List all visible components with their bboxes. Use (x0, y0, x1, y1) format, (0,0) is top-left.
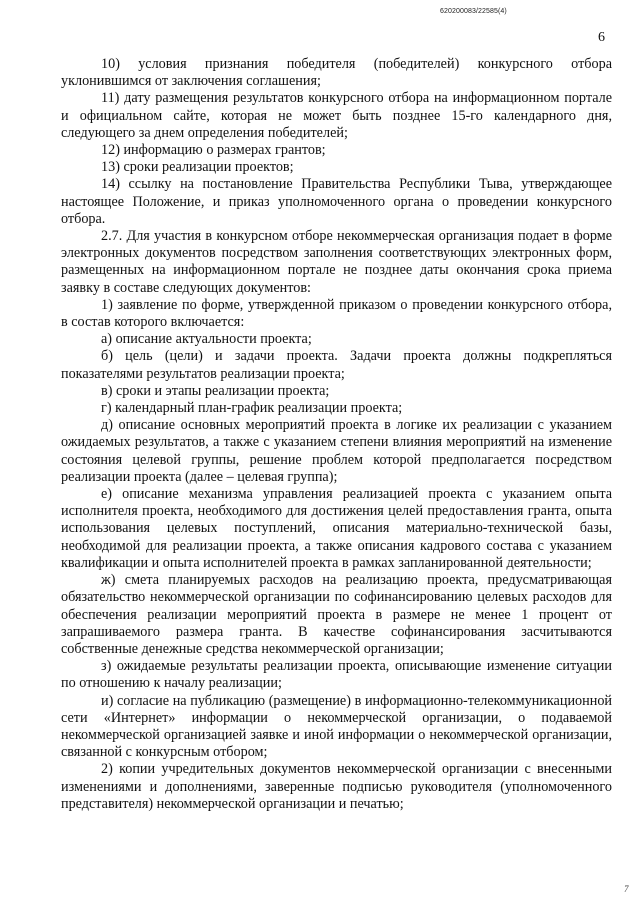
paragraph-item-10: 10) условия признания победителя (победителей) конкурсного отбора уклонившимся от заключения соглашения; (61, 56, 612, 90)
paragraph-item-13: 13) сроки реализации проектов; (101, 159, 294, 176)
paragraph-subitem-a: а) описание актуальности проекта; (101, 331, 312, 348)
paragraph-item-14: 14) ссылку на постановление Правительства Республики Тыва, утверждающее настоящее Положение, и приказ уполномоченного органа о проведении конкурсного отбора. (61, 176, 612, 227)
paragraph-subitem-e: е) описание механизма управления реализацией проекта с указанием опыта исполнителя проекта, необходимого для достижения целей предоставления гранта, опыта использования целевых поступлений, описания материально-технической базы, необходимой для реализации проекта, а также описания кадрового состава с указанием квалификации и опыта исполнителей проекта в рамках запланированной деятельности; (61, 486, 612, 571)
paragraph-section-2-7: 2.7. Для участия в конкурсном отборе некоммерческая организация подает в форме электронных документов посредством заполнения соответствующих электронных форм, размещенных на информационном портале не позднее даты окончания срока приема заявку в составе следующих документов: (61, 228, 612, 296)
paragraph-subitem-i: и) согласие на публикацию (размещение) в информационно-телекоммуникационной сети «Интернет» информации о некоммерческой организации, о подаваемой некоммерческой организацией заявке и иной информации о некоммерческой организации, связанной с конкурсным отбором; (61, 692, 612, 761)
paragraph-subitem-d: д) описание основных мероприятий проекта в логике их реализации с указанием ожидаемых результатов, а также с указанием степени влияния мероприятий на изменение состояния целевой группы, решение проблем которой предполагается посредством реализации проекта (далее – целевая группа); (61, 417, 612, 485)
paragraph-item-12: 12) информацию о размерах грантов; (101, 142, 326, 159)
paragraph-subitem-v: в) сроки и этапы реализации проекта; (101, 382, 330, 399)
document-id: 620200083/22585(4) (440, 8, 507, 15)
paragraph-subitem-g: г) календарный план-график реализации проекта; (101, 400, 403, 417)
paragraph-item-11: 11) дату размещения результатов конкурсного отбора на информационном портале и официальном сайте, которая не может быть позднее 15-го календарного дня, следующего за днем определения победителей; (61, 90, 612, 141)
paragraph-subitem-1: 1) заявление по форме, утвержденной приказом о проведении конкурсного отбора, в состав которого включается: (61, 296, 612, 331)
paragraph-subitem-2: 2) копии учредительных документов некоммерческой организации с внесенными изменениями и дополнениями, заверенные подписью руководителя (уполномоченного представителя) некоммерческой организации и печатью; (61, 761, 612, 812)
paragraph-subitem-b: б) цель (цели) и задачи проекта. Задачи проекта должны подкрепляться показателями результатов реализации проекта; (61, 348, 612, 382)
document-body (61, 56, 612, 813)
paragraph-subitem-z: з) ожидаемые результаты реализации проекта, описывающие изменение ситуации по отношению к началу реализации; (61, 658, 612, 692)
page-number: 6 (598, 30, 605, 45)
paragraph-subitem-zh: ж) смета планируемых расходов на реализацию проекта, предусматривающая обязательство некоммерческой организации по софинансированию целевых расходов для обеспечения реализации мероприятий проекта в размере не менее 1 процент от запрашиваемого размера гранта. В качестве софинансирования засчитываются собственные денежные средства некоммерческой организации; (61, 572, 612, 657)
edge-mark: 7 (624, 884, 629, 894)
